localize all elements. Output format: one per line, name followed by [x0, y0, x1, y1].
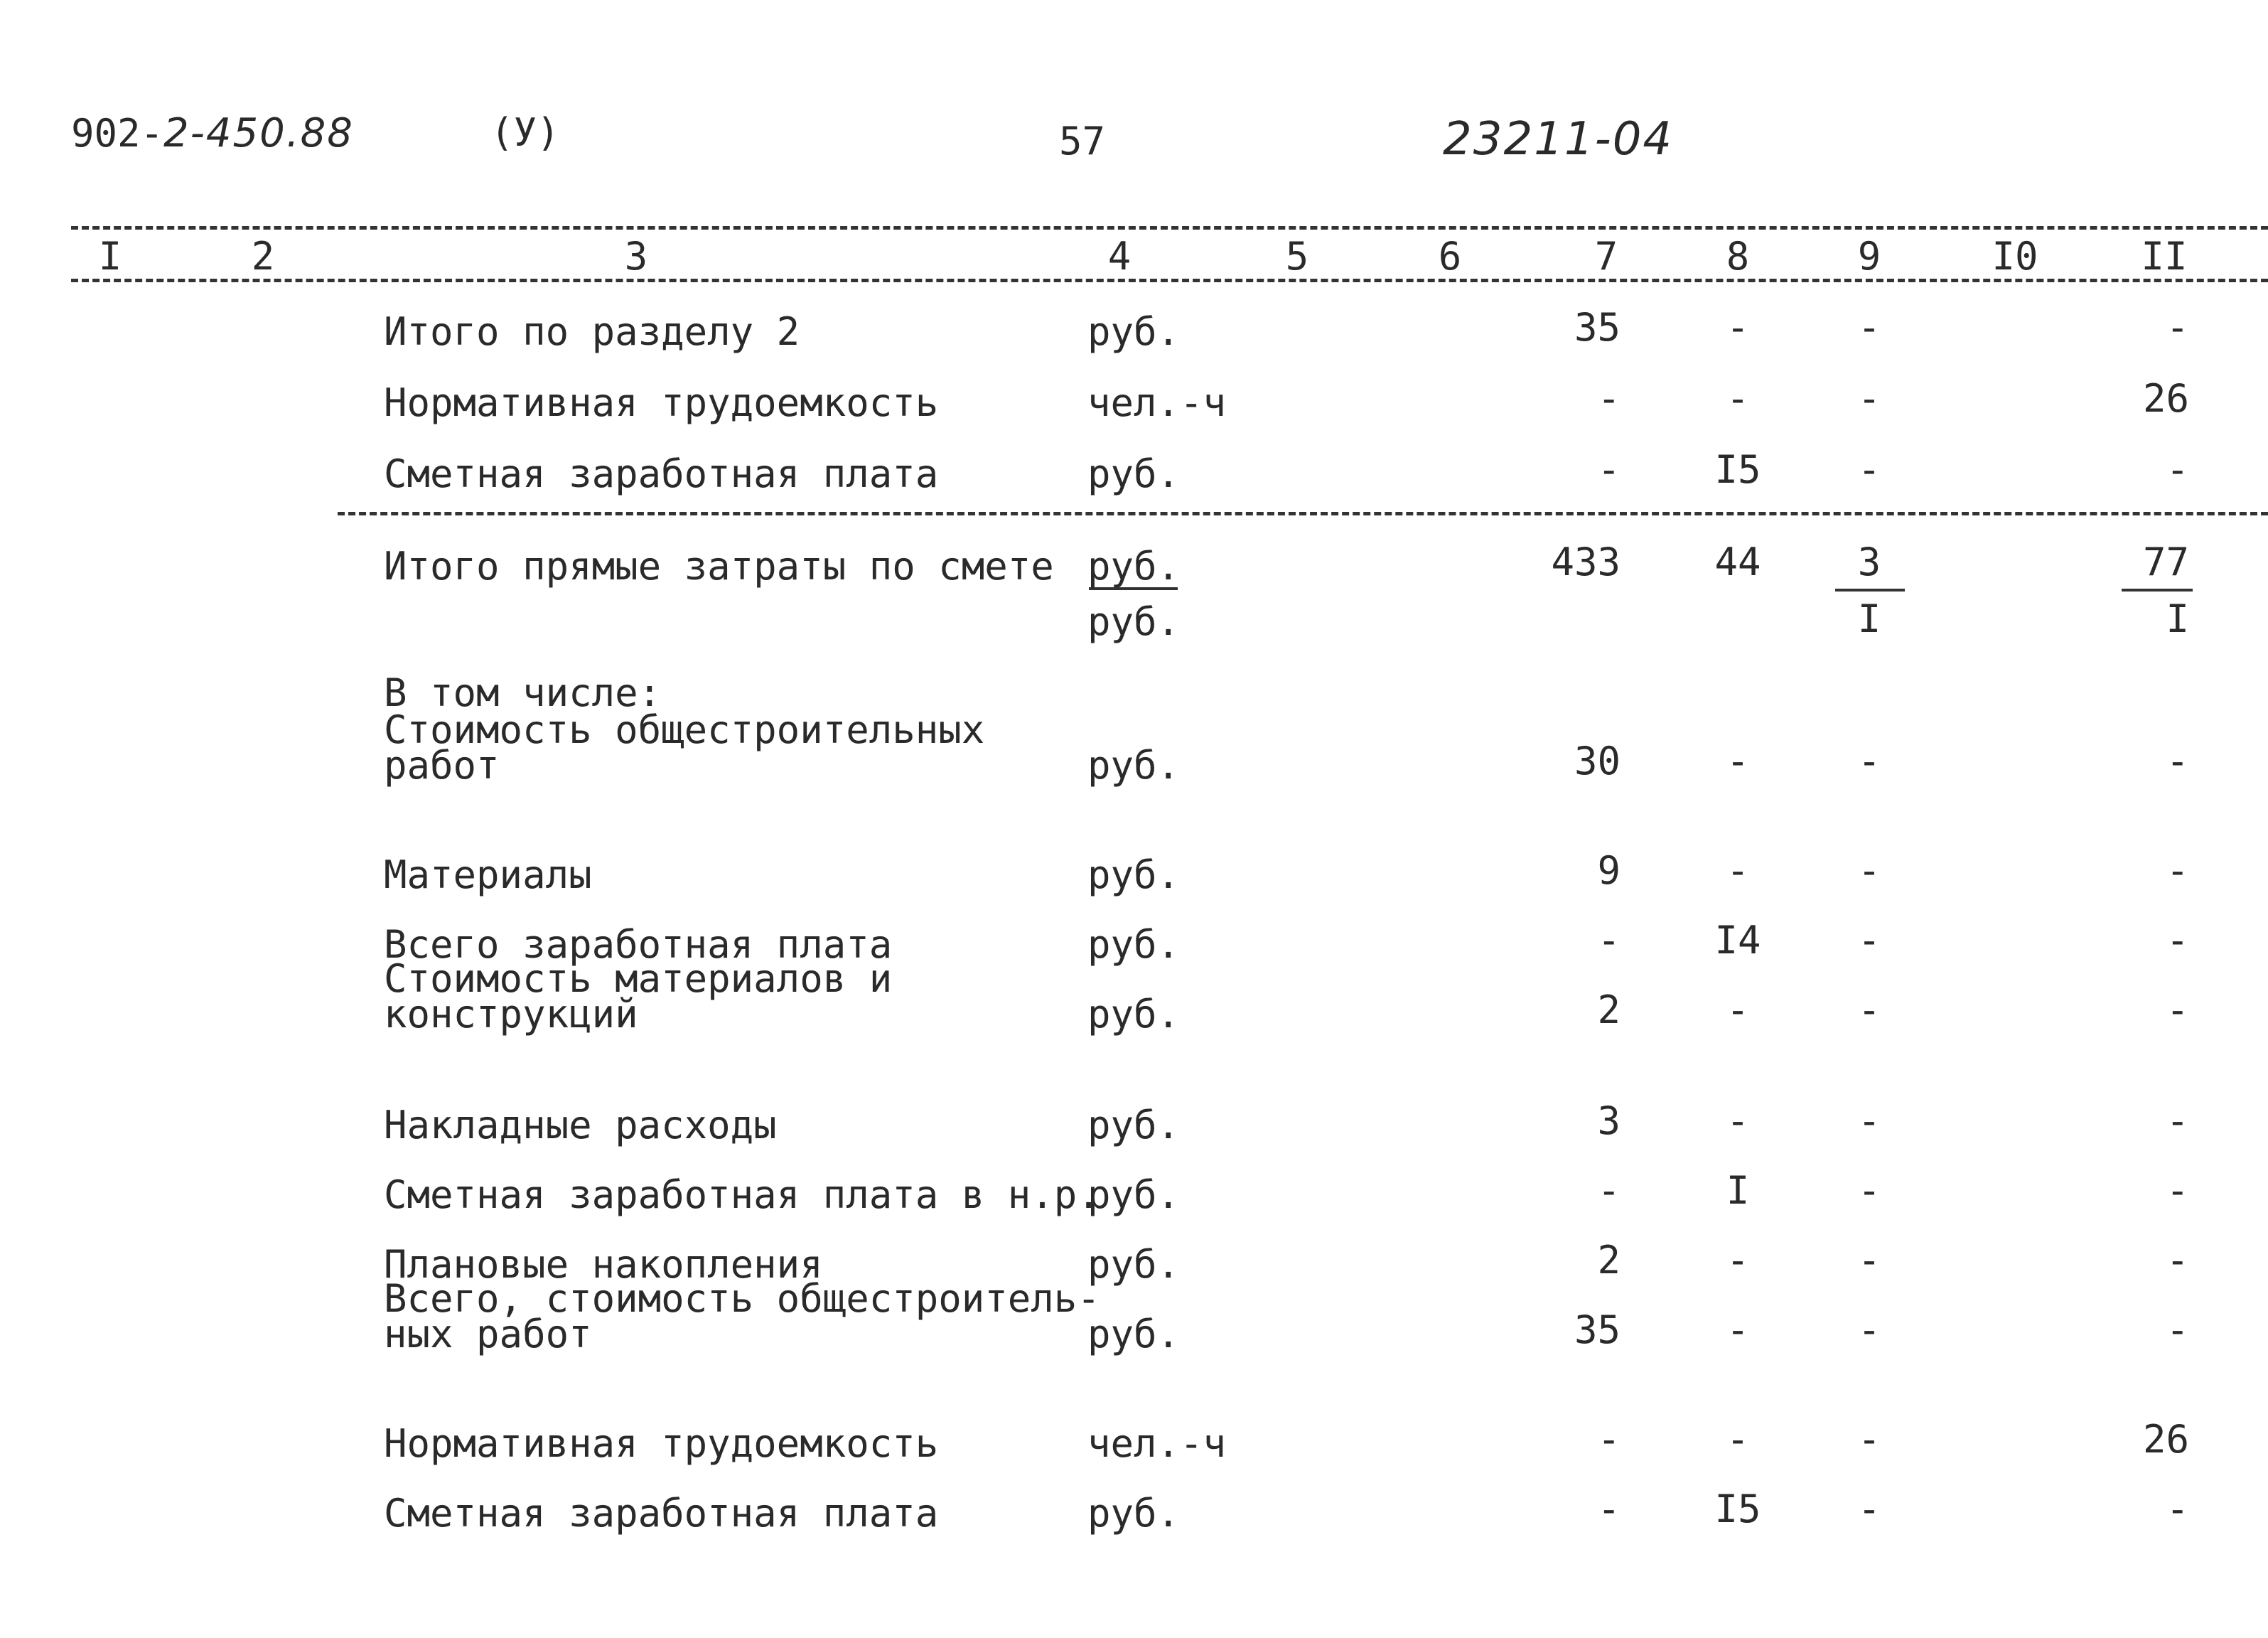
- cell-col9: -: [1857, 1417, 1881, 1462]
- row-unit: руб.: [1087, 992, 1181, 1037]
- cell-col8: -: [1726, 1307, 1750, 1352]
- direct-costs-unit-top: руб.: [1087, 544, 1181, 589]
- cell-col8: -: [1726, 1098, 1750, 1143]
- row-unit: руб.: [1087, 1242, 1181, 1287]
- variant-label: (У): [490, 110, 560, 155]
- cell-col11: -: [2166, 848, 2189, 893]
- direct-costs-col11-top: 77: [2142, 540, 2189, 584]
- sheet-number: 23211-04: [1443, 113, 1674, 166]
- column-header-9: 9: [1857, 234, 1881, 279]
- row-unit: руб.: [1087, 451, 1181, 496]
- header-bottom-rule: [71, 279, 2268, 282]
- column-header-10: I0: [1992, 234, 2038, 279]
- cell-col8: I: [1726, 1168, 1750, 1213]
- cell-col9: -: [1857, 1098, 1881, 1143]
- cell-col9: -: [1857, 987, 1881, 1032]
- row-unit: руб.: [1087, 743, 1181, 788]
- row-label: Всего заработная плата: [384, 922, 893, 967]
- cell-col9: -: [1857, 1487, 1881, 1531]
- column-header-5: 5: [1285, 234, 1309, 279]
- cell-col7: 2: [1597, 1238, 1621, 1283]
- cell-col7: 35: [1574, 1307, 1621, 1352]
- cell-col8: I5: [1714, 1487, 1761, 1531]
- row-label: Нормативная трудоемкость: [384, 1421, 939, 1466]
- direct-costs-col9-top: 3: [1857, 540, 1881, 584]
- direct-costs-col8: 44: [1714, 540, 1761, 584]
- column-header-1: I: [98, 234, 122, 279]
- cell-col7: 2: [1597, 987, 1621, 1032]
- cell-col9: -: [1857, 918, 1881, 963]
- row-unit: чел.-ч: [1087, 380, 1227, 425]
- page-number: 57: [1059, 119, 1106, 164]
- row-unit: руб.: [1087, 1491, 1181, 1536]
- cell-col8: -: [1726, 987, 1750, 1032]
- cell-col8: -: [1726, 305, 1750, 350]
- cell-col9: -: [1857, 1168, 1881, 1213]
- cell-col9: -: [1857, 739, 1881, 783]
- cell-col11: -: [2166, 1238, 2189, 1283]
- cell-col11: -: [2166, 1098, 2189, 1143]
- direct-costs-col7: 433: [1551, 540, 1621, 584]
- cell-col7: 30: [1574, 739, 1621, 783]
- row-unit: руб.: [1087, 852, 1181, 897]
- cell-col8: -: [1726, 848, 1750, 893]
- cell-col11: -: [2166, 1487, 2189, 1531]
- row-unit: руб.: [1087, 922, 1181, 967]
- cell-col9: -: [1857, 848, 1881, 893]
- row-label: Итого по разделу 2: [384, 309, 800, 354]
- cell-col8: -: [1726, 739, 1750, 783]
- row-label: Нормативная трудоемкость: [384, 380, 939, 425]
- cell-col7: 35: [1574, 305, 1621, 350]
- cell-col9: -: [1857, 376, 1881, 421]
- cell-col7: -: [1597, 1417, 1621, 1462]
- row-unit: руб.: [1087, 1103, 1181, 1147]
- column-header-3: 3: [624, 234, 648, 279]
- row-unit: руб.: [1087, 1312, 1181, 1356]
- cell-col9: -: [1857, 305, 1881, 350]
- cell-col8: -: [1726, 1238, 1750, 1283]
- including-label: В том числе:: [384, 670, 662, 715]
- cell-col11: -: [2166, 987, 2189, 1032]
- cell-col11: -: [2166, 447, 2189, 492]
- header-top-rule: [71, 226, 2268, 230]
- cell-col7: -: [1597, 918, 1621, 963]
- direct-costs-label: Итого прямые затраты по смете: [384, 544, 1054, 589]
- cell-col11: 26: [2142, 1417, 2189, 1462]
- column-header-7: 7: [1594, 234, 1618, 279]
- section-divider-rule: [338, 512, 2268, 515]
- cell-col7: 9: [1597, 848, 1621, 893]
- row-label-continued: работ: [384, 743, 500, 788]
- cell-col11: -: [2166, 305, 2189, 350]
- column-header-4: 4: [1107, 234, 1132, 279]
- cell-col11: -: [2166, 918, 2189, 963]
- row-unit: руб.: [1087, 309, 1181, 354]
- direct-costs-unit-bottom: руб.: [1087, 599, 1181, 644]
- cell-col11: 26: [2142, 376, 2189, 421]
- cell-col8: I4: [1714, 918, 1761, 963]
- row-label: Сметная заработная плата: [384, 451, 939, 496]
- cell-col11: -: [2166, 739, 2189, 783]
- cell-col7: -: [1597, 447, 1621, 492]
- cell-col8: -: [1726, 376, 1750, 421]
- fraction-bar-col9: [1835, 589, 1905, 592]
- row-label: Накладные расходы: [384, 1103, 777, 1147]
- row-label: Сметная заработная плата в н.р.: [384, 1172, 1100, 1217]
- cell-col7: -: [1597, 376, 1621, 421]
- fraction-bar-col11: [2122, 589, 2193, 592]
- row-label: Стоимость общестроительных: [384, 707, 985, 752]
- row-label-continued: ных работ: [384, 1312, 592, 1356]
- row-label-continued: конструкций: [384, 992, 638, 1037]
- row-label: Всего, стоимость общестроитель-: [384, 1276, 1100, 1321]
- column-header-11: II: [2141, 234, 2188, 279]
- document-code-prefix: 902-: [71, 111, 164, 156]
- direct-costs-col11-bottom: I: [2166, 596, 2189, 641]
- row-label: Стоимость материалов и: [384, 956, 893, 1001]
- row-label: Сметная заработная плата: [384, 1491, 939, 1536]
- cell-col9: -: [1857, 447, 1881, 492]
- unit-underline: [1089, 587, 1178, 590]
- direct-costs-col9-bottom: I: [1857, 596, 1881, 641]
- column-header-2: 2: [251, 234, 275, 279]
- cell-col9: -: [1857, 1238, 1881, 1283]
- column-header-8: 8: [1726, 234, 1750, 279]
- document-code-handwritten: 2-450.88: [163, 110, 354, 156]
- cell-col11: -: [2166, 1307, 2189, 1352]
- column-header-6: 6: [1438, 234, 1462, 279]
- cell-col11: -: [2166, 1168, 2189, 1213]
- row-label: Плановые накопления: [384, 1242, 823, 1287]
- document-code: [71, 110, 354, 156]
- row-unit: руб.: [1087, 1172, 1181, 1217]
- cell-col8: -: [1726, 1417, 1750, 1462]
- cell-col9: -: [1857, 1307, 1881, 1352]
- row-unit: чел.-ч: [1087, 1421, 1227, 1466]
- cell-col7: -: [1597, 1168, 1621, 1213]
- row-label: Материалы: [384, 852, 592, 897]
- cell-col7: 3: [1597, 1098, 1621, 1143]
- cell-col7: -: [1597, 1487, 1621, 1531]
- cell-col8: I5: [1714, 447, 1761, 492]
